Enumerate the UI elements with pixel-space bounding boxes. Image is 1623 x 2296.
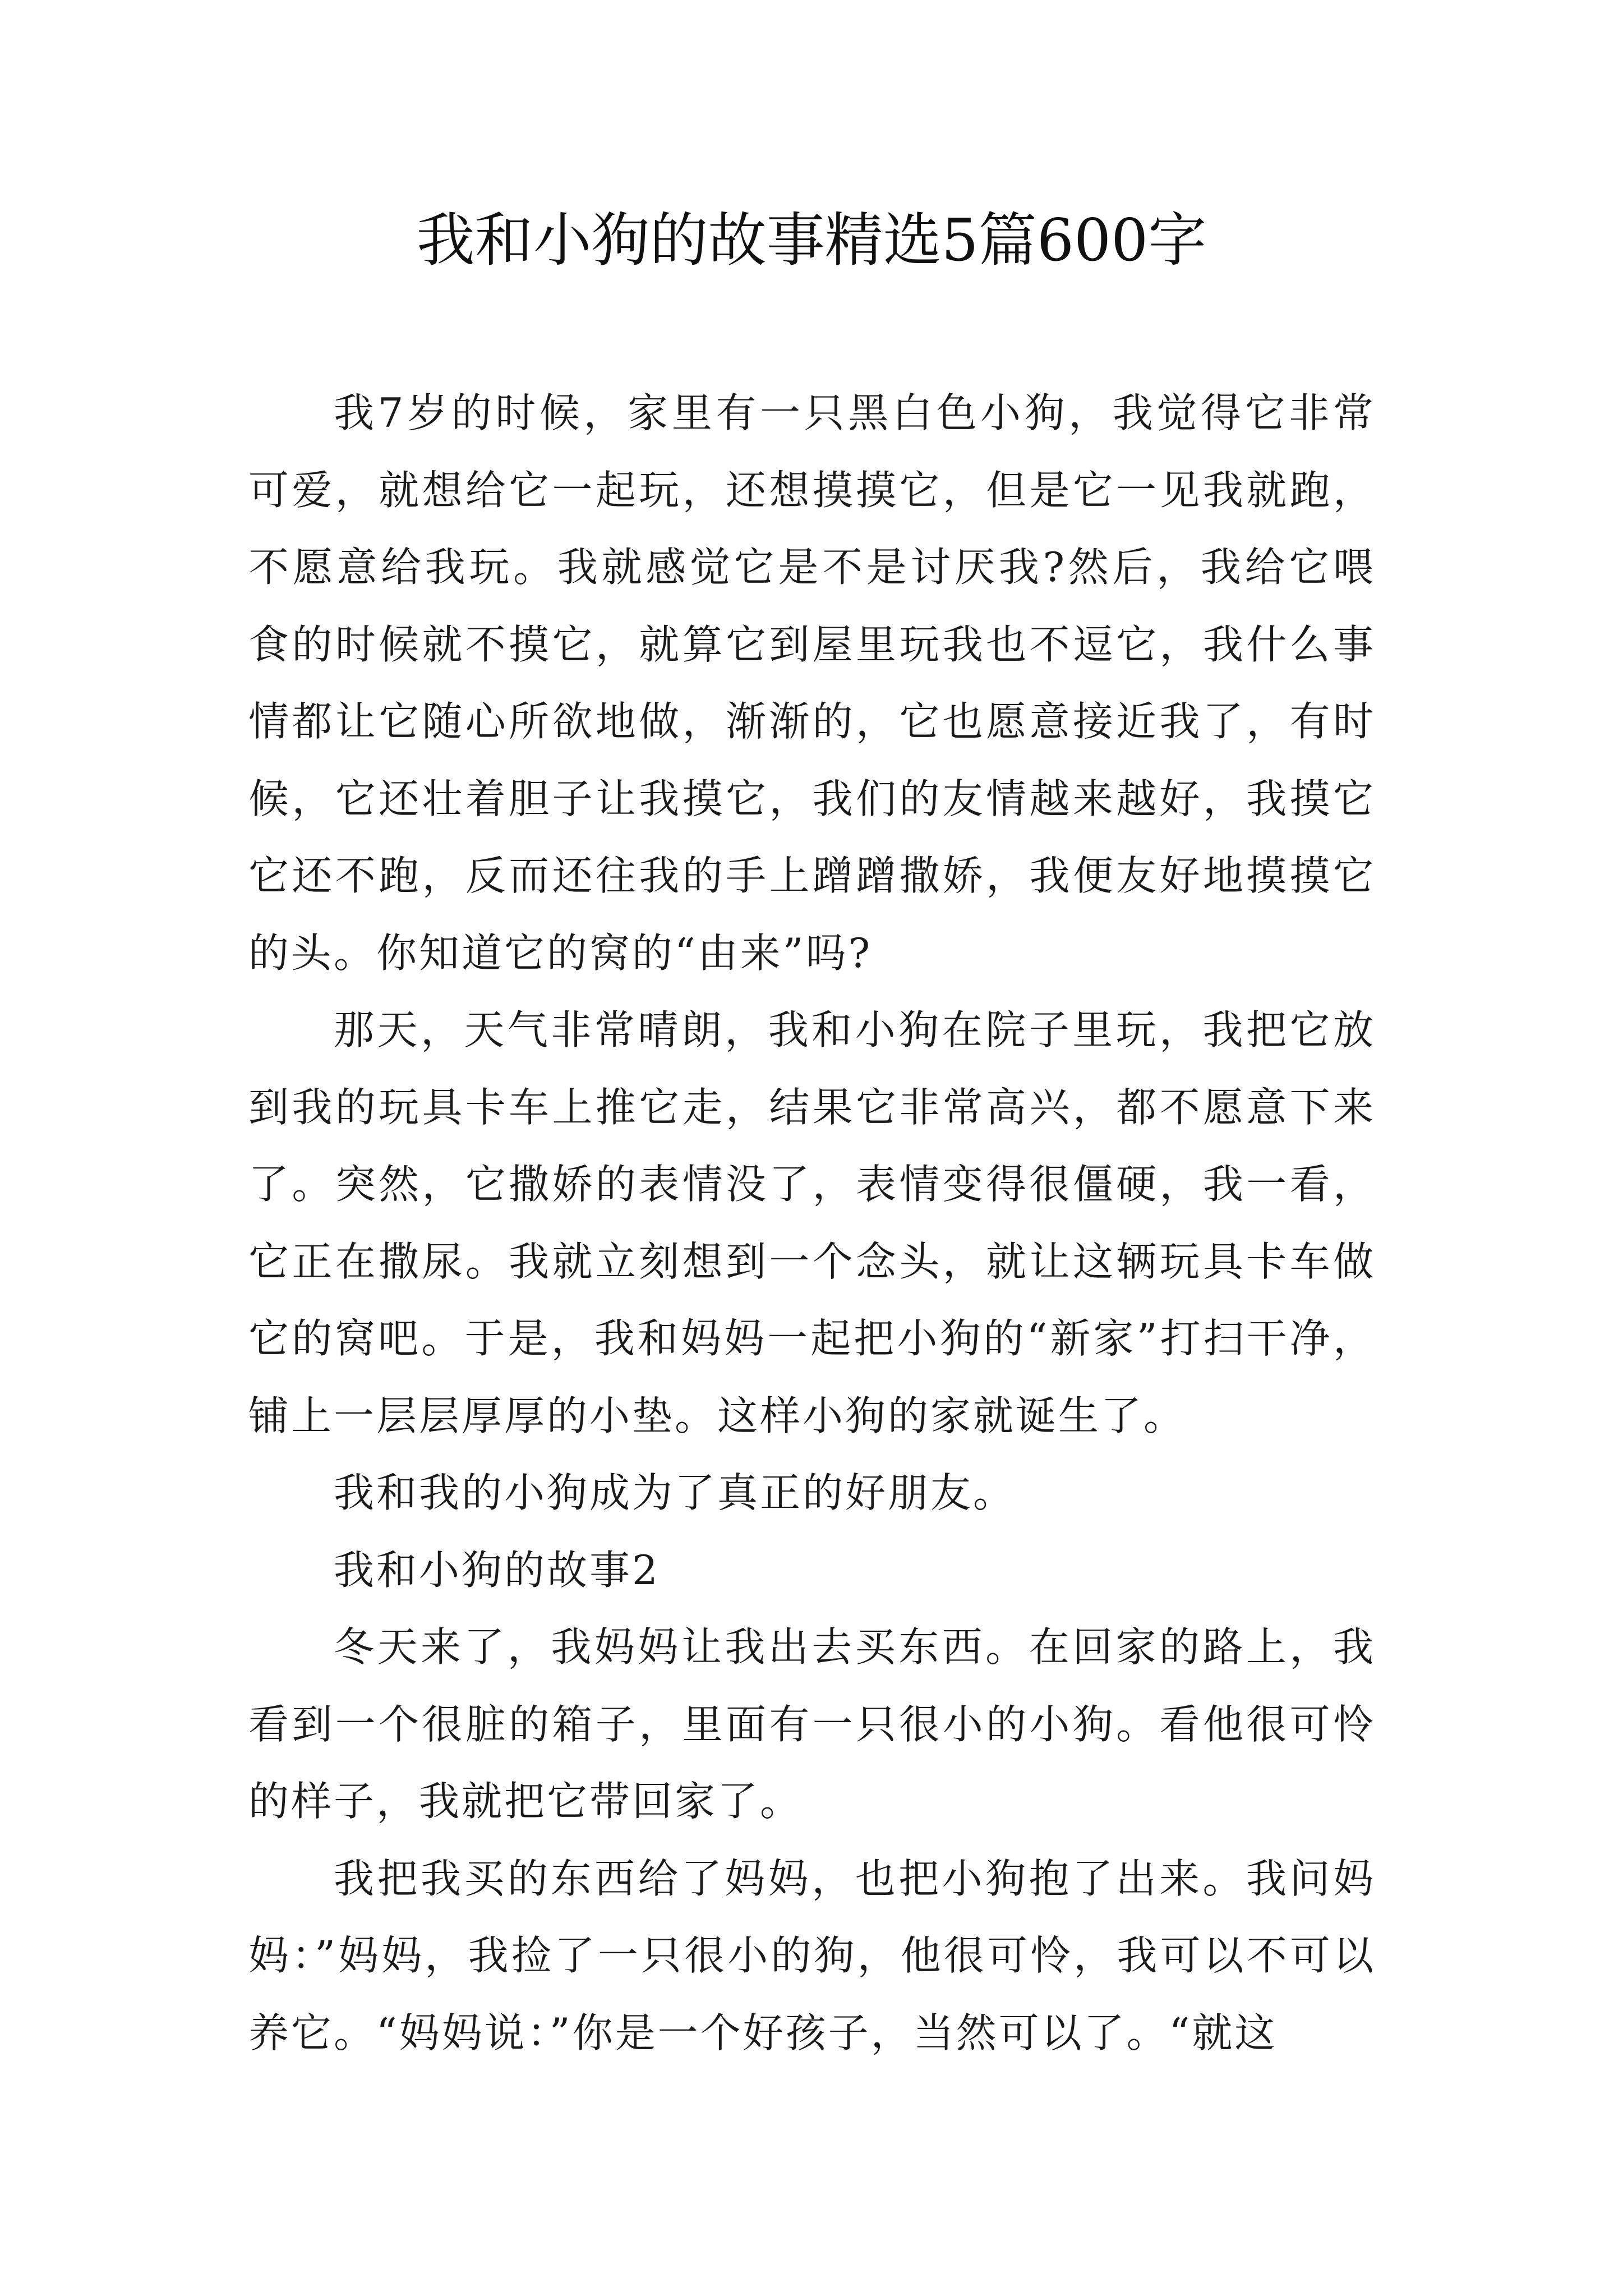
document-title: 我和小狗的故事精选5篇600字 bbox=[416, 206, 1207, 274]
paragraph: 那天，天气非常晴朗，我和小狗在院子里玩，我把它放到我的玩具卡车上推它走，结果它非常高兴，都不愿意下来了。突然，它撒娇的表情没了，表情变得很僵硬，我一看，它正在撒尿。我就立刻想到一个念头，就让这辆玩具卡车做它的窝吧。于是，我和妈妈一起把小狗的“新家”打扫干净，铺上一层层厚厚的小垫。这样小狗的家就诞生了。 bbox=[248, 1006, 1376, 1439]
paragraph: 我把我买的东西给了妈妈，也把小狗抱了出来。我问妈妈：”妈妈，我捡了一只很小的狗，他很可怜，我可以不可以养它。“妈妈说：”你是一个好孩子，当然可以了。“就这 bbox=[248, 1855, 1376, 2056]
paragraph: 我7岁的时候，家里有一只黑白色小狗，我觉得它非常可爱，就想给它一起玩，还想摸摸它，但是它一见我就跑，不愿意给我玩。我就感觉它是不是讨厌我?然后，我给它喂食的时候就不摸它，就算它到屋里玩我也不逗它，我什么事情都让它随心所欲地做，渐渐的，它也愿意接近我了，有时候，它还壮着胆子让我摸它，我们的友情越来越好，我摸它它还不跑，反而还往我的手上蹭蹭撒娇，我便友好地摸摸它的头。你知道它的窝的“由来”吗? bbox=[248, 389, 1376, 977]
paragraph: 我和我的小狗成为了真正的好朋友。 bbox=[334, 1469, 1016, 1516]
paragraph: 冬天来了，我妈妈让我出去买东西。在回家的路上，我看到一个很脏的箱子，里面有一只很小的小狗。看他很可怜的样子，我就把它带回家了。 bbox=[248, 1623, 1376, 1825]
document-body bbox=[248, 375, 1376, 2072]
section-heading: 我和小狗的故事2 bbox=[334, 1546, 660, 1594]
